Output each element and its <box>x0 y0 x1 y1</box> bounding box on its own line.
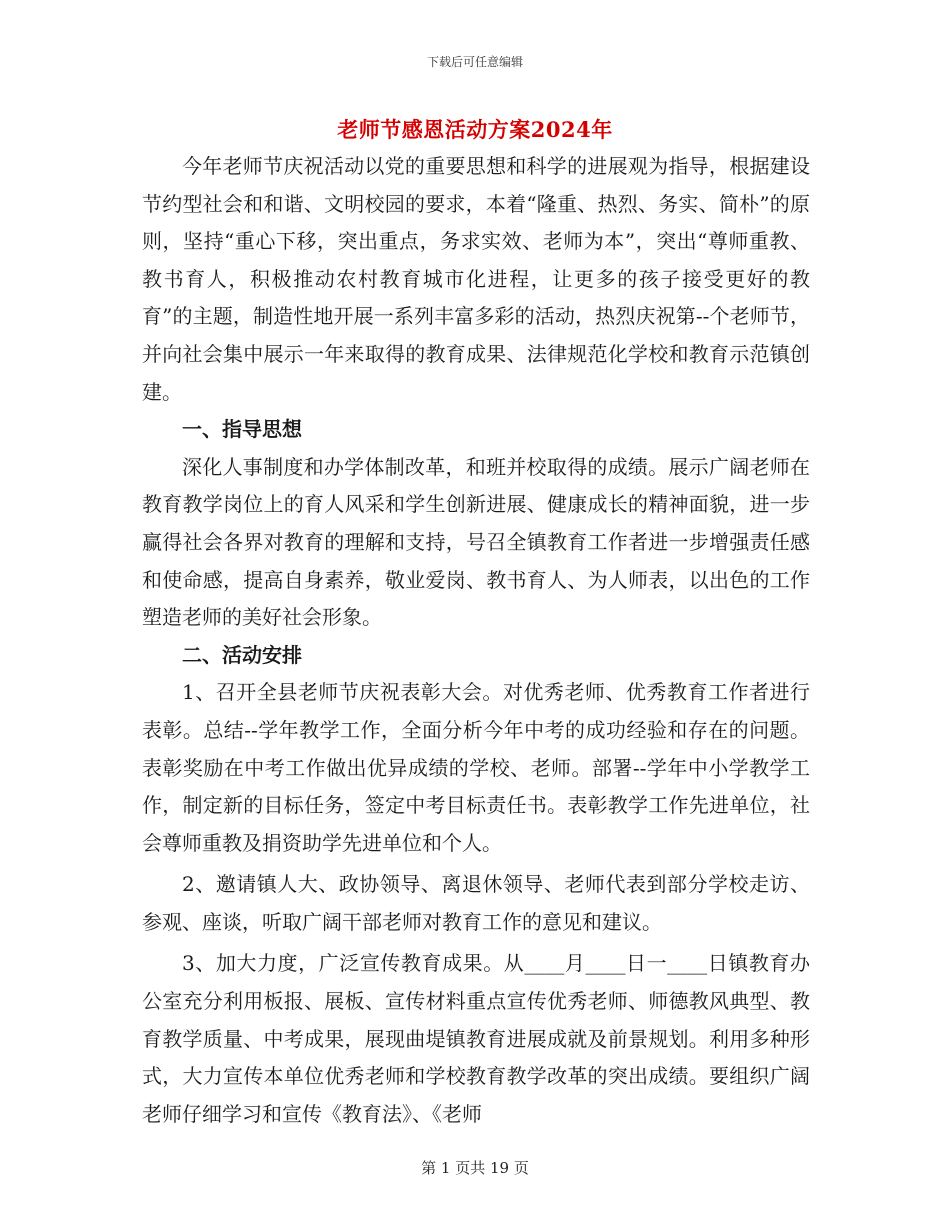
page-footer: 第 1 页共 19 页 <box>421 1159 529 1177</box>
section-heading-guiding-ideology: 一、指导思想 <box>182 417 302 442</box>
intro-paragraph: 今年老师节庆祝活动以党的重要思想和科学的进展观为指导，根据建设节约型社会和和谐、文明校园的要求，本着“隆重、热烈、务实、简朴”的原则，坚持“重心下移，突出重点，务求实效、老师为本”，突出“尊师重教、教书育人，积极推动农村教育城市化进程，让更多的孩子接受更好的教育”的主题，制造性地开展一系列丰富多彩的活动，热烈庆祝第--个老师节，并向社会集中展示一年来取得的教育成果、法律规范化学校和教育示范镇创建。 <box>142 154 810 404</box>
activity-item-2: 2、邀请镇人大、政协领导、离退休领导、老师代表到部分学校走访、参观、座谈，听取广阔干部老师对教育工作的意见和建议。 <box>142 872 810 934</box>
document-title: 老师节感恩活动方案2024年 <box>337 117 613 142</box>
document-body <box>142 148 810 1133</box>
activity-item-3: 3、加大力度，广泛宣传教育成果。从____月____日一____日镇教育办公室充分利用板报、展板、宣传材料重点宣传优秀老师、师德教风典型、教育教学质量、中考成果，展现曲堤镇教育进展成就及前景规划。利用多种形式，大力宣传本单位优秀老师和学校教育教学改革的突出成绩。要组织广阔老师仔细学习和宣传《教育法》、《老师 <box>142 951 810 1126</box>
activity-item-1: 1、召开全县老师节庆祝表彰大会。对优秀老师、优秀教育工作者进行表彰。总结--学年教学工作，全面分析今年中考的成功经验和存在的问题。表彰奖励在中考工作做出优异成绩的学校、老师。部署--学年中小学教学工作，制定新的目标任务，签定中考目标责任书。表彰教学工作先进单位，社会尊师重教及捐资助学先进单位和个人。 <box>142 680 810 855</box>
guiding-ideology-paragraph: 深化人事制度和办学体制改革，和班并校取得的成绩。展示广阔老师在教育教学岗位上的育人风采和学生创新进展、健康成长的精神面貌，进一步赢得社会各界对教育的理解和支持，号召全镇教育工作者进一步增强责任感和使命感，提高自身素养，敬业爱岗、教书育人、为人师表，以出色的工作塑造老师的美好社会形象。 <box>142 454 810 630</box>
header-note: 下载后可任意编辑 <box>426 55 523 69</box>
section-heading-activity-arrangement: 二、活动安排 <box>182 642 302 667</box>
